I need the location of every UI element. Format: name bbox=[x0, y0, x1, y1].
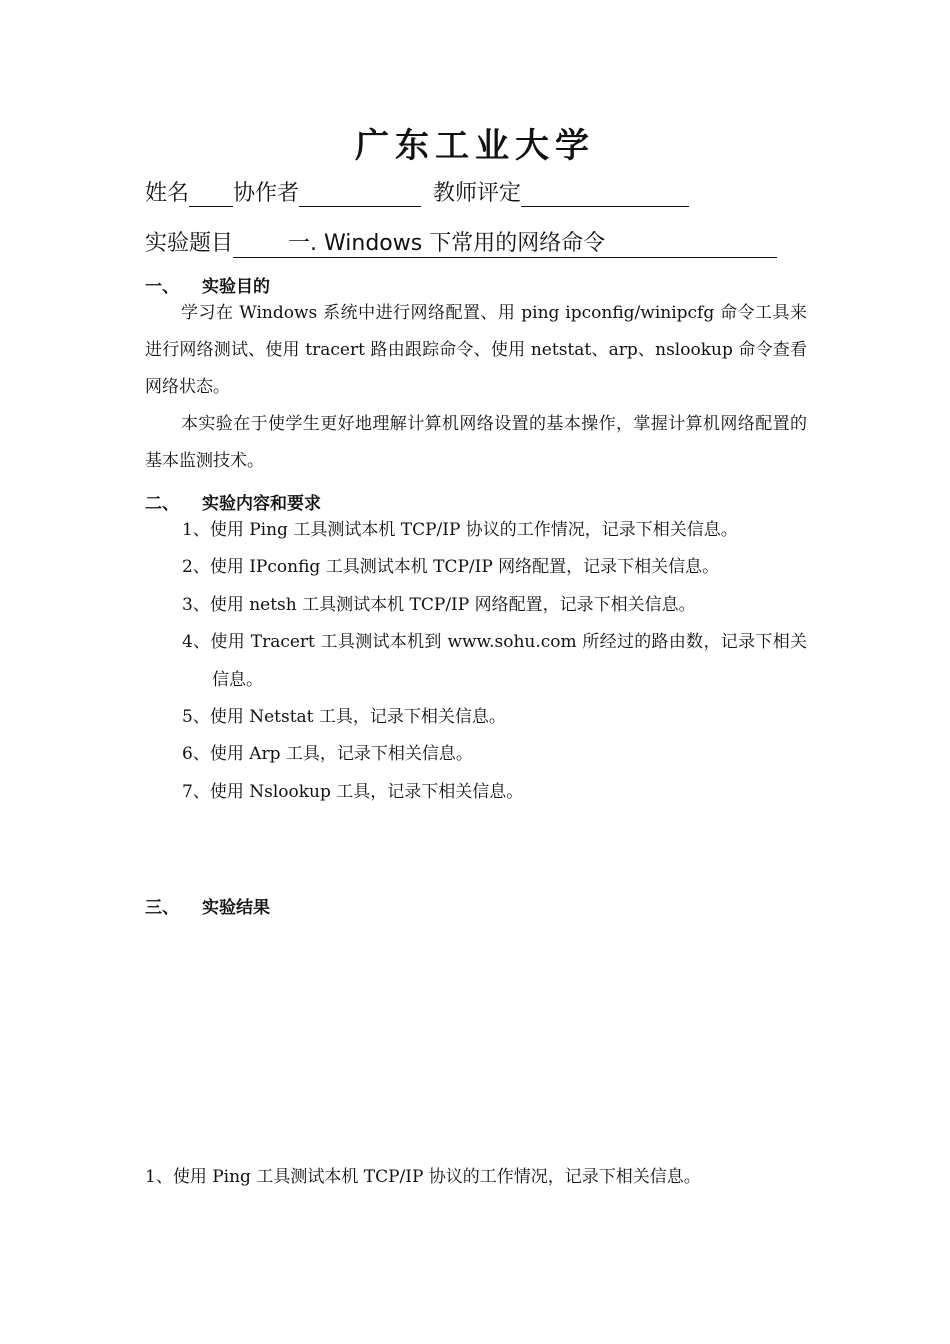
topic-value: 一. Windows 下常用的网络命令 bbox=[233, 226, 777, 258]
section-1-heading bbox=[145, 272, 270, 297]
topic-row bbox=[145, 226, 777, 258]
list-item: 7、使用 Nslookup 工具，记录下相关信息。 bbox=[182, 781, 524, 802]
name-label: 姓名 bbox=[145, 181, 190, 206]
topic-label: 实验题目 bbox=[145, 231, 234, 256]
list-item: 4、使用 Tracert 工具测试本机到 www.sohu.com 所经过的路由数，记录下相关信息。 bbox=[182, 632, 807, 690]
section-2-heading bbox=[145, 489, 321, 514]
section-1-number: 一、 bbox=[145, 277, 179, 297]
list-item: 3、使用 netsh 工具测试本机 TCP/IP 网络配置，记录下相关信息。 bbox=[182, 594, 696, 615]
section-2-list bbox=[182, 512, 807, 811]
section-3-title: 实验结果 bbox=[202, 898, 270, 918]
page-title: 广东工业大学 bbox=[355, 126, 595, 166]
list-item: 2、使用 IPconfig 工具测试本机 TCP/IP 网络配置，记录下相关信息。 bbox=[182, 557, 720, 578]
section-1-body bbox=[145, 295, 807, 480]
header-info-row bbox=[145, 176, 689, 207]
section-1-title: 实验目的 bbox=[202, 277, 270, 297]
section-2-title: 实验内容和要求 bbox=[202, 494, 321, 514]
list-item: 6、使用 Arp 工具，记录下相关信息。 bbox=[182, 744, 473, 765]
paragraph: 本实验在于使学生更好地理解计算机网络设置的基本操作，掌握计算机网络配置的基本监测技术。 bbox=[145, 414, 807, 471]
section-3-number: 三、 bbox=[145, 898, 179, 918]
list-item: 5、使用 Netstat 工具，记录下相关信息。 bbox=[182, 707, 506, 728]
section-3-heading bbox=[145, 893, 270, 918]
teacher-label: 教师评定 bbox=[433, 181, 522, 206]
paragraph: 学习在 Windows 系统中进行网络配置、用 ping ipconfig/winipcfg 命令工具来进行网络测试、使用 tracert 路由跟踪命令、使用 netstat、arp、nslookup 命令查看网络状态。 bbox=[145, 303, 807, 397]
section-2-number: 二、 bbox=[145, 494, 179, 514]
name-blank bbox=[189, 182, 233, 207]
coworker-blank bbox=[299, 182, 421, 207]
teacher-blank bbox=[521, 182, 689, 207]
coworker-label: 协作者 bbox=[233, 181, 300, 206]
result-item-1: 1、使用 Ping 工具测试本机 TCP/IP 协议的工作情况，记录下相关信息。 bbox=[145, 1167, 701, 1187]
list-item: 1、使用 Ping 工具测试本机 TCP/IP 协议的工作情况，记录下相关信息。 bbox=[182, 520, 738, 540]
